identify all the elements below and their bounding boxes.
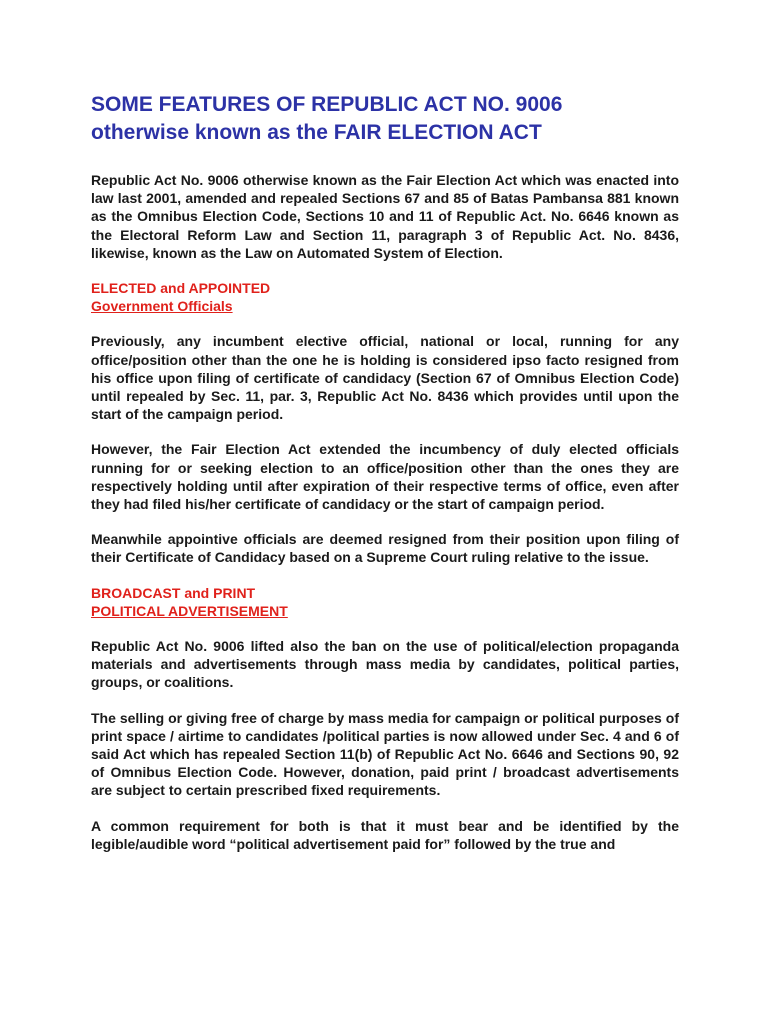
advertisement-paragraph-2: The selling or giving free of charge by mass media for campaign or political purposes of print space / airtime to candidates /political parties is now allowed under Sec. 4 and 6 of said Act which has repealed Section 11(b) of Republic Act No. 6646 and Sections 90, 92 of Omnibus Election Code. However, donation, paid print / broadcast advertisements are subject to certain prescribed fixed requirements. <box>91 709 679 799</box>
section-heading-line-1: ELECTED and APPOINTED <box>91 280 271 297</box>
section-heading-line-2: Government Officials <box>91 298 233 315</box>
officials-paragraph-2: However, the Fair Election Act extended the incumbency of duly elected officials running for or seeking election to an office/position other than the ones they are respectively holding until after expiration of their respective terms of office, even after they had filed his/her certificate of candidacy or the start of campaign period. <box>91 441 679 513</box>
intro-paragraph: Republic Act No. 9006 otherwise known as the Fair Election Act which was enacted into law last 2001, amended and repealed Sections 67 and 85 of Batas Pambansa 881 known as the Omnibus Election Code, Sections 10 and 11 of Republic Act. No. 6646 known as the Electoral Reform Law and Section 11, paragraph 3 of Republic Act. No. 8436, likewise, known as the Law on Automated System of Election. <box>91 172 679 261</box>
section-heading-officials <box>91 279 679 315</box>
title-line-2: otherwise known as the FAIR ELECTION ACT <box>91 121 542 144</box>
document-title <box>91 91 679 147</box>
title-line-1: SOME FEATURES OF REPUBLIC ACT NO. 9006 <box>91 93 563 116</box>
section-heading-advertisement <box>91 584 679 620</box>
officials-paragraph-3: Meanwhile appointive officials are deemed resigned from their position upon filing of their Certificate of Candidacy based on a Supreme Court ruling relative to the issue. <box>91 531 679 566</box>
section-heading-line-1: BROADCAST and PRINT <box>91 584 256 601</box>
advertisement-paragraph-1: Republic Act No. 9006 lifted also the ban on the use of political/election propaganda materials and advertisements through mass media by candidates, political parties, groups, or coalitions. <box>91 638 679 691</box>
section-heading-line-2: POLITICAL ADVERTISEMENT <box>91 602 288 619</box>
document-page <box>91 91 679 853</box>
advertisement-paragraph-3: A common requirement for both is that it must bear and be identified by the legible/audible word “political advertisement paid for” followed by the true and <box>91 817 679 852</box>
officials-paragraph-1: Previously, any incumbent elective official, national or local, running for any office/position other than the one he is holding is considered ipso facto resigned from his office upon filing of certificate of candidacy (Section 67 of Omnibus Election Code) until repealed by Sec. 11, par. 3, Republic Act No. 8436 which provides until upon the start of the campaign period. <box>91 333 679 423</box>
